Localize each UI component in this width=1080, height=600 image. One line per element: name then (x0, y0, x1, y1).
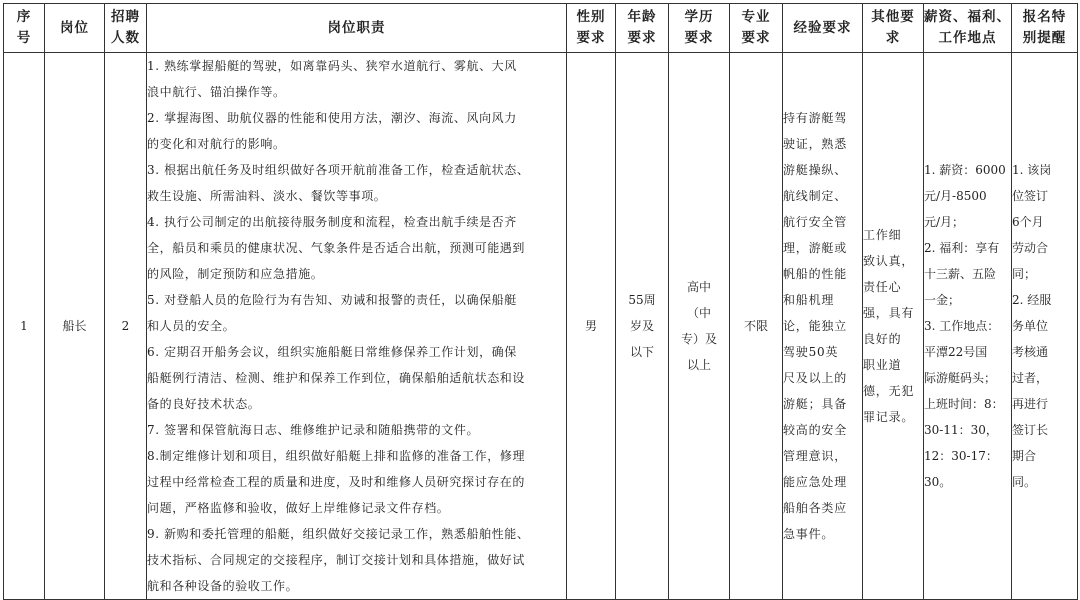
header-other: 其他要 求 (863, 4, 924, 53)
header-experience: 经验要求 (783, 4, 863, 53)
cell-duties: 1. 熟练掌握船艇的驾驶，如离靠码头、狭窄水道航行、雾航、大风 浪中航行、锚泊操作等。 2. 掌握海图、助航仪器的性能和使用方法，潮汐、海流、风向风力 的变化和对航行的影响。 3. 根据出航任务及时组织做好各项开航前准备工作，检查适航状态、 救生设施、所需油料、淡水、餐饮等事项。 4. 执行公司制定的出航接待服务制度和流程，检查出航手续是否齐 全，船员和乘员的健康状况、气象条件是否适合出航，预测可能遇到 的风险，制定预防和应急措施。 5. 对登船人员的危险行为有告知、劝诫和报警的责任，以确保船艇 和人员的安全。 6. 定期召开船务会议，组织实施船艇日常维修保养工作计划，确保 船艇例行清洁、检测、维护和保养工作到位，确保船舶适航状态和设 备的良好技术状态。 7. 签署和保管航海日志、维修维护记录和随船携带的文件。 8.制定维修计划和项目，组织做好船艇上排和监修的准备工作，修理 过程中经常检查工程的质量和进度，及时和维修人员研究探讨存在的 问题，严格监修和验收，做好上岸维修记录文件存档。 9. 新购和委托管理的船艇，组织做好交接记录工作，熟悉船舶性能、 技术指标、合同规定的交接程序，制订交接计划和具体措施，做好试 航和各种设备的验收工作。 (147, 53, 567, 600)
header-education: 学历 要求 (669, 4, 730, 53)
cell-position: 船长 (45, 53, 105, 600)
cell-other: 工作细 致认真， 责任心 强，具有 良好的 职业道 德，无犯 罪记录。 (863, 53, 924, 600)
cell-count: 2 (105, 53, 147, 600)
cell-gender: 男 (567, 53, 616, 600)
header-salary: 薪资、福利、 工作地点 (924, 4, 1012, 53)
cell-major: 不限 (730, 53, 783, 600)
header-count: 招聘 人数 (105, 4, 147, 53)
header-row (4, 4, 1078, 53)
header-major: 专业 要求 (730, 4, 783, 53)
header-position: 岗位 (45, 4, 105, 53)
header-notes: 报名特 别提醒 (1012, 4, 1078, 53)
header-no: 序 号 (4, 4, 45, 53)
cell-salary: 1. 薪资：6000 元/月-8500 元/月； 2. 福利：享有 十三薪、五险 一金； 3. 工作地点： 平潭22号国 际游艇码头； 上班时间：8： 30-11：30， 12：30-17： 30。 (924, 53, 1012, 600)
job-table (3, 3, 1078, 600)
header-gender: 性别 要求 (567, 4, 616, 53)
cell-experience: 持有游艇驾 驶证，熟悉 游艇操纵、 航线制定、 航行安全管 理，游艇或 帆船的性能 和船机理 论，能独立 驾驶50英 尺及以上的 游艇；具备 较高的安全 管理意识， 能应急处理 船舶各类应 急事件。 (783, 53, 863, 600)
cell-notes: 1. 该岗 位签订 6个月 劳动合 同； 2. 经服 务单位 考核通 过者， 再进行 签订长 期合 同。 (1012, 53, 1078, 600)
header-age: 年龄 要求 (616, 4, 669, 53)
header-duties: 岗位职责 (147, 4, 567, 53)
cell-education: 高中 （中 专）及 以上 (669, 53, 730, 600)
table-row (4, 53, 1078, 600)
cell-no: 1 (4, 53, 45, 600)
cell-age: 55周 岁及 以下 (616, 53, 669, 600)
